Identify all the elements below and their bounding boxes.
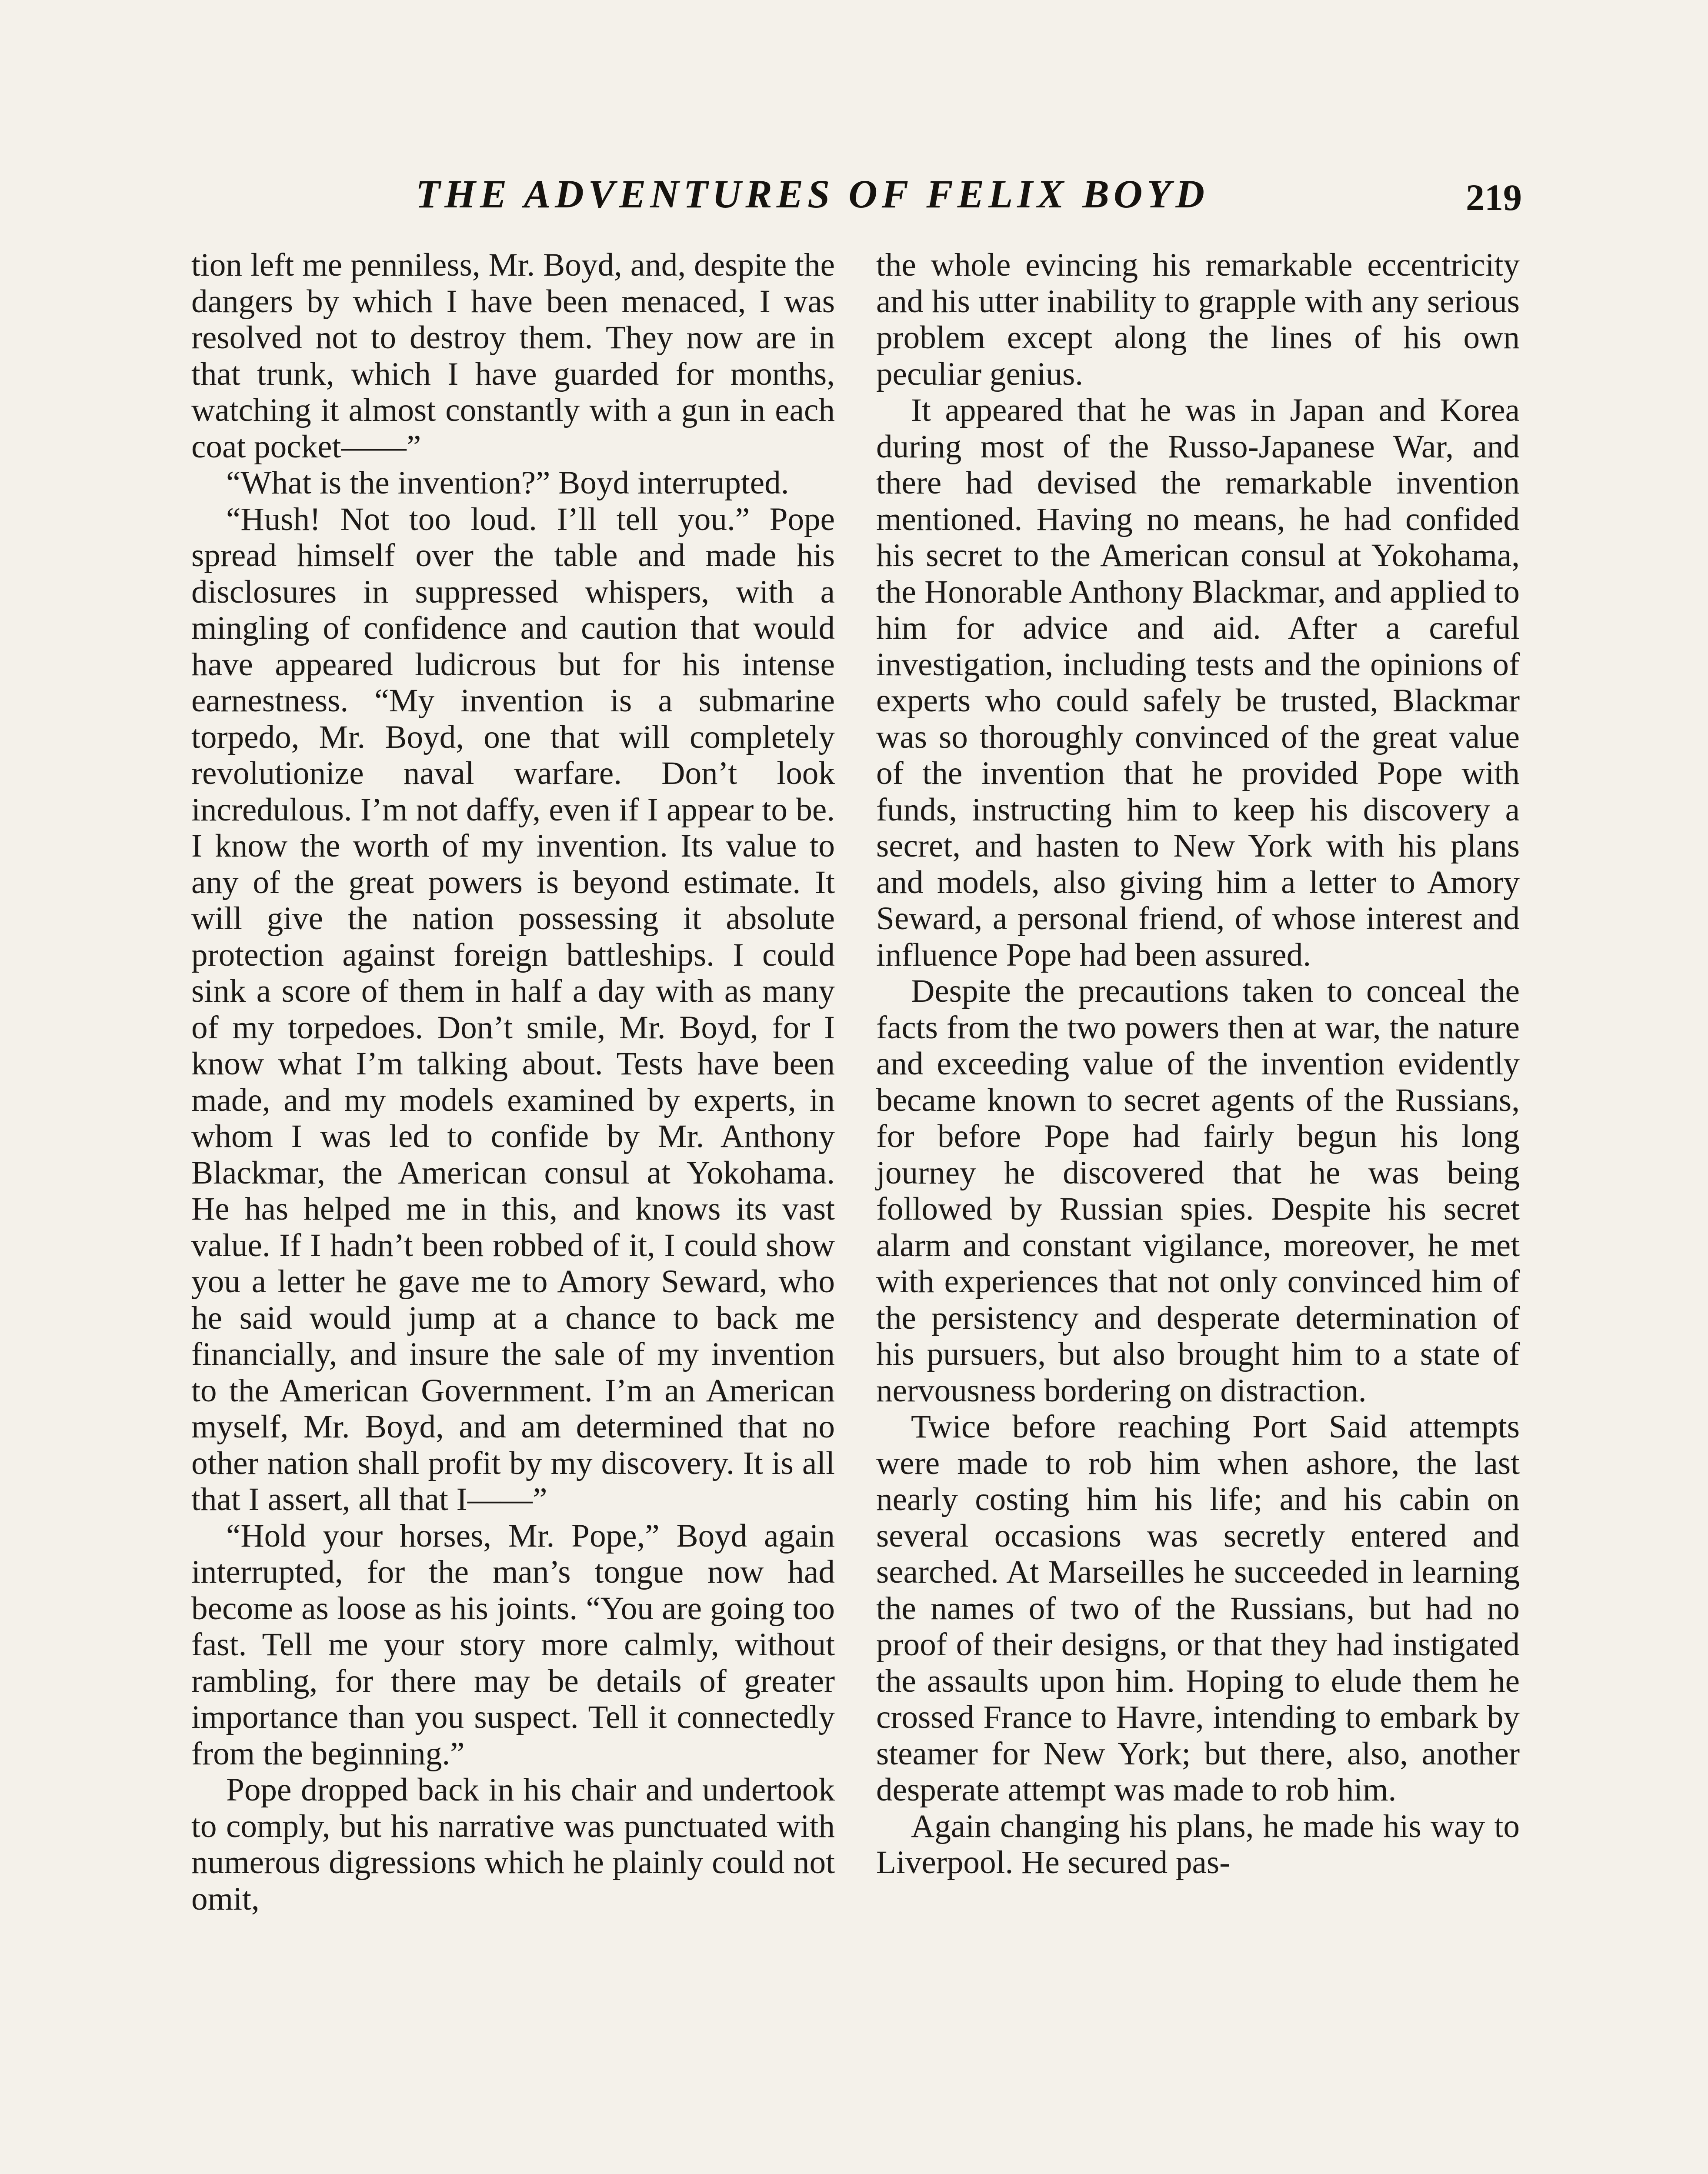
paragraph: “Hold your horses, Mr. Pope,” Boyd again interrupted, for the man’s tongue now had become as loose as his joints. “You are going too fast. Tell me your story more calmly, without rambling, for there may be details of greater importance than you suspect. Tell it connectedly from the beginning.” <box>191 1517 835 1772</box>
paragraph: It appeared that he was in Japan and Korea during most of the Russo-Japanese War, and there had devised the remarkable invention mentioned. Having no means, he had confided his secret to the American consul at Yokohama, the Honorable Anthony Blackmar, and applied to him for advice and aid. After a careful investigation, including tests and the opinions of experts who could safely be trusted, Blackmar was so thoroughly convinced of the great value of the invention that he provided Pope with funds, instructing him to keep his discovery a secret, and hasten to New York with his plans and models, also giving him a letter to Amory Seward, a personal friend, of whose interest and influence Pope had been assured. <box>876 392 1520 973</box>
paragraph: “What is the invention?” Boyd interrupted. <box>226 465 789 501</box>
running-title: THE ADVENTURES OF FELIX BOYD <box>416 172 1209 216</box>
paragraph: the whole evincing his remarkable eccentricity and his utter inability to grapple with any serious problem except along the lines of his own peculiar genius. <box>876 247 1520 392</box>
paragraph: Pope dropped back in his chair and undertook to comply, but his narrative was punctuated with numerous digressions which he plainly could not omit, <box>191 1772 835 1917</box>
paragraph: Again changing his plans, he made his way to Liverpool. He secured pas- <box>876 1808 1520 1881</box>
paragraph: “Hush! Not too loud. I’ll tell you.” Pope spread himself over the table and made his disclosures in suppressed whispers, with a mingling of confidence and caution that would have appeared ludicrous but for his intense earnestness. “My invention is a submarine torpedo, Mr. Boyd, one that will completely revolutionize naval warfare. Don’t look incredulous. I’m not daffy, even if I appear to be. I know the worth of my invention. Its value to any of the great powers is beyond estimate. It will give the nation possessing it absolute protection against foreign battleships. I could sink a score of them in half a day with as many of my torpedoes. Don’t smile, Mr. Boyd, for I know what I’m talking about. Tests have been made, and my models examined by experts, in whom I was led to confide by Mr. Anthony Blackmar, the American consul at Yokohama. He has helped me in this, and knows its vast value. If I hadn’t been robbed of it, I could show you a letter he gave me to Amory Seward, who he said would jump at a chance to back me financially, and insure the sale of my invention to the American Government. I’m an American myself, Mr. Boyd, and am determined that no other nation shall profit by my discovery. It is all that I assert, all that I——” <box>191 501 835 1517</box>
page-number: 219 <box>1466 177 1522 218</box>
left-column <box>191 247 835 1917</box>
paragraph: Twice before reaching Port Said attempts were made to rob him when ashore, the last nearly costing him his life; and his cabin on several occasions was secretly entered and searched. At Marseilles he succeeded in learning the names of two of the Russians, but had no proof of their designs, or that they had instigated the assaults upon him. Hoping to elude them he crossed France to Havre, intending to embark by steamer for New York; but there, also, another desperate attempt was made to rob him. <box>876 1409 1520 1808</box>
right-column <box>876 247 1520 1881</box>
paragraph: tion left me penniless, Mr. Boyd, and, despite the dangers by which I have been menaced, I was resolved not to destroy them. They now are in that trunk, which I have guarded for months, watching it almost constantly with a gun in each coat pocket——” <box>191 247 835 465</box>
running-head <box>186 168 1522 229</box>
paragraph: Despite the precautions taken to conceal the facts from the two powers then at war, the nature and exceeding value of the invention evidently became known to secret agents of the Russians, for before Pope had fairly begun his long journey he discovered that he was being followed by Russian spies. Despite his secret alarm and constant vigilance, moreover, he met with experiences that not only convinced him of the persistency and desperate determination of his pursuers, but also brought him to a state of nervousness bordering on distraction. <box>876 973 1520 1409</box>
